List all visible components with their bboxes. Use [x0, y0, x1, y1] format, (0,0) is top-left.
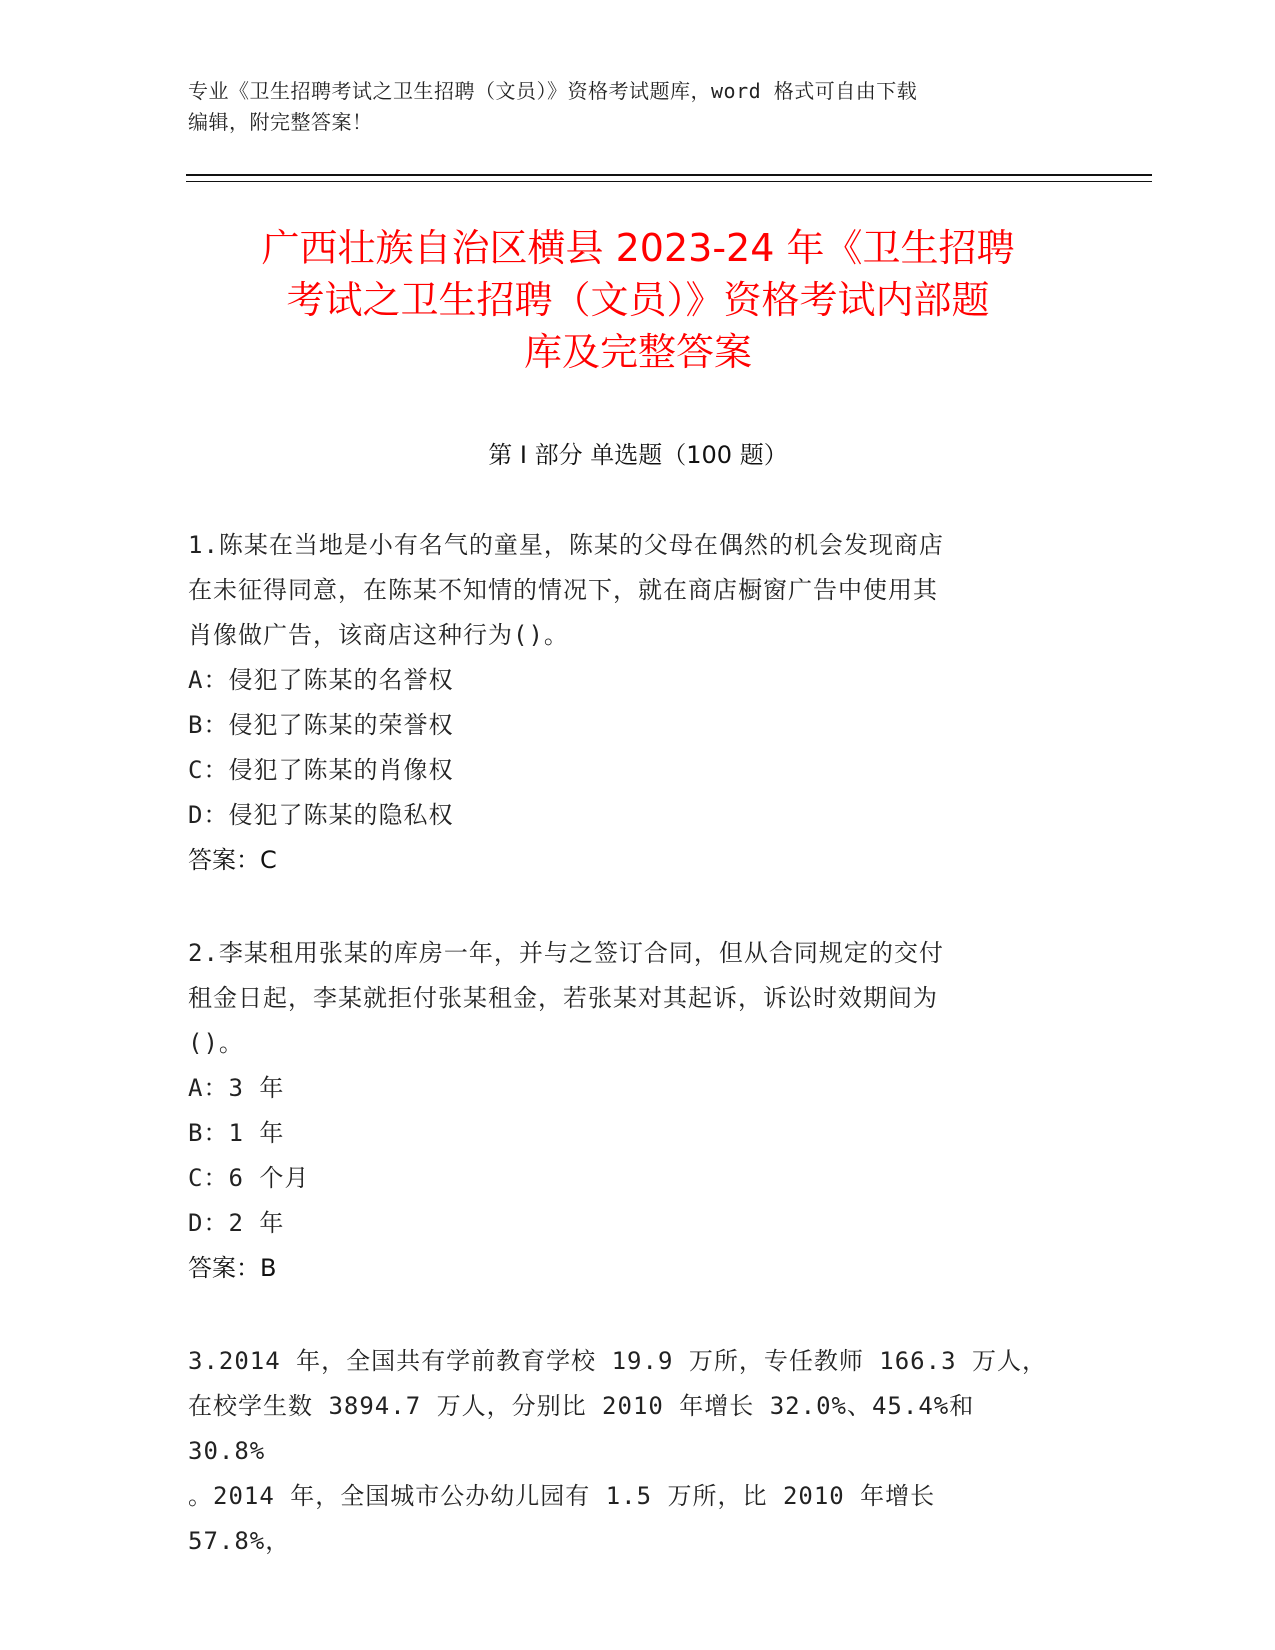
- question-stem-line: 2.李某租用张某的库房一年，并与之签订合同，但从合同规定的交付: [188, 939, 944, 967]
- document-title-line-3: 库及完整答案: [523, 330, 752, 374]
- document-title-line-1: 广西壮族自治区横县 2023-24 年《卫生招聘: [261, 226, 1015, 270]
- question-stem: [188, 931, 1048, 1066]
- question-stem-line: 在校学生数 3894.7 万人，分别比 2010 年增长 32.0%、45.4%和 30.8%: [188, 1392, 975, 1465]
- question-stem-line: 3.2014 年，全国共有学前教育学校 19.9 万所，专任教师 166.3 万人，: [188, 1347, 1047, 1375]
- header-note: [188, 76, 1088, 138]
- question-stem-line: 肖像做广告，该商店这种行为()。: [188, 621, 569, 649]
- question-stem-line: ()。: [188, 1029, 244, 1057]
- question-stem: [188, 523, 1048, 658]
- question-2: [188, 931, 1048, 1291]
- option-c: C：6 个月: [188, 1164, 310, 1192]
- question-stem-line: 租金日起，李某就拒付张某租金，若张某对其起诉，诉讼时效期间为: [188, 984, 938, 1012]
- header-note-line-1: 专业《卫生招聘考试之卫生招聘（文员）》资格考试题库，word 格式可自由下载: [188, 79, 918, 103]
- question-stem-line: 。2014 年，全国城市公办幼儿园有 1.5 万所，比 2010 年增长 57.8%，: [188, 1482, 936, 1555]
- option-a: A：3 年: [188, 1074, 285, 1102]
- option-b: B：侵犯了陈某的荣誉权: [188, 711, 454, 739]
- question-stem: [188, 1339, 1048, 1564]
- question-stem-line: 在未征得同意，在陈某不知情的情况下，就在商店橱窗广告中使用其: [188, 576, 938, 604]
- document-title: [188, 222, 1088, 378]
- option-a: A：侵犯了陈某的名誉权: [188, 666, 454, 694]
- section-heading: 第 I 部分 单选题（100 题）: [488, 441, 788, 469]
- answer-key: 答案：B: [188, 1254, 277, 1282]
- header-note-line-2: 编辑，附完整答案！: [188, 110, 373, 134]
- question-3: [188, 1339, 1048, 1564]
- option-d: D：2 年: [188, 1209, 285, 1237]
- header-divider-thick: [186, 174, 1152, 176]
- answer-key: 答案：C: [188, 846, 277, 874]
- header-divider-thin: [186, 181, 1152, 182]
- document-title-line-2: 考试之卫生招聘（文员）》资格考试内部题: [286, 278, 990, 322]
- question-stem-line: 1.陈某在当地是小有名气的童星，陈某的父母在偶然的机会发现商店: [188, 531, 944, 559]
- option-b: B：1 年: [188, 1119, 285, 1147]
- option-c: C：侵犯了陈某的肖像权: [188, 756, 454, 784]
- option-d: D：侵犯了陈某的隐私权: [188, 801, 454, 829]
- question-1: [188, 523, 1048, 883]
